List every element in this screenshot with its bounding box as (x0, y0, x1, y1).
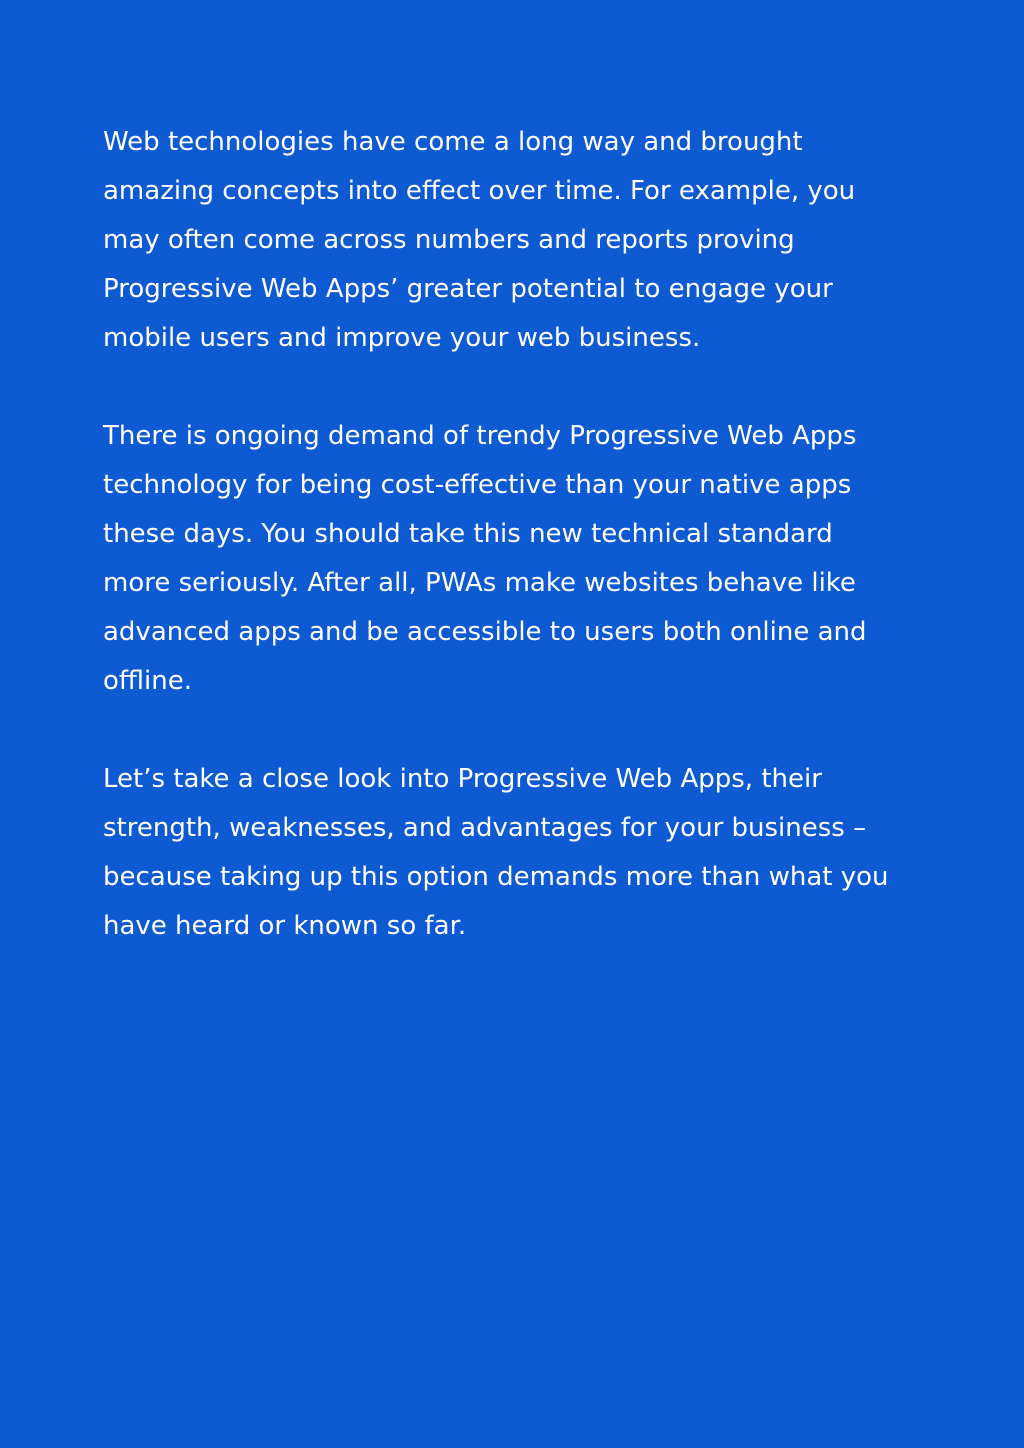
paragraph-line: technology for being cost-effective than your native apps (103, 470, 852, 500)
paragraph-line: strength, weaknesses, and advantages for your business – (103, 813, 867, 843)
paragraph-line: Web technologies have come a long way and brought (103, 127, 803, 157)
paragraph-line: these days. You should take this new technical standard (103, 519, 833, 549)
document-body (103, 118, 913, 1000)
paragraph-line: offline. (103, 666, 193, 696)
paragraph-line: mobile users and improve your web business. (103, 323, 701, 353)
paragraph-line: amazing concepts into effect over time. For example, you (103, 176, 856, 206)
pwa-demand-paragraph (103, 412, 913, 706)
paragraph-line: There is ongoing demand of trendy Progressive Web Apps (103, 421, 857, 451)
paragraph-line: have heard or known so far. (103, 911, 467, 941)
intro-paragraph (103, 118, 913, 363)
paragraph-line: Progressive Web Apps’ greater potential to engage your (103, 274, 833, 304)
paragraph-line: Let’s take a close look into Progressive Web Apps, their (103, 764, 822, 794)
closing-paragraph (103, 755, 913, 951)
paragraph-line: may often come across numbers and reports proving (103, 225, 795, 255)
paragraph-line: advanced apps and be accessible to users both online and (103, 617, 867, 647)
paragraph-line: because taking up this option demands more than what you (103, 862, 889, 892)
paragraph-line: more seriously. After all, PWAs make websites behave like (103, 568, 856, 598)
